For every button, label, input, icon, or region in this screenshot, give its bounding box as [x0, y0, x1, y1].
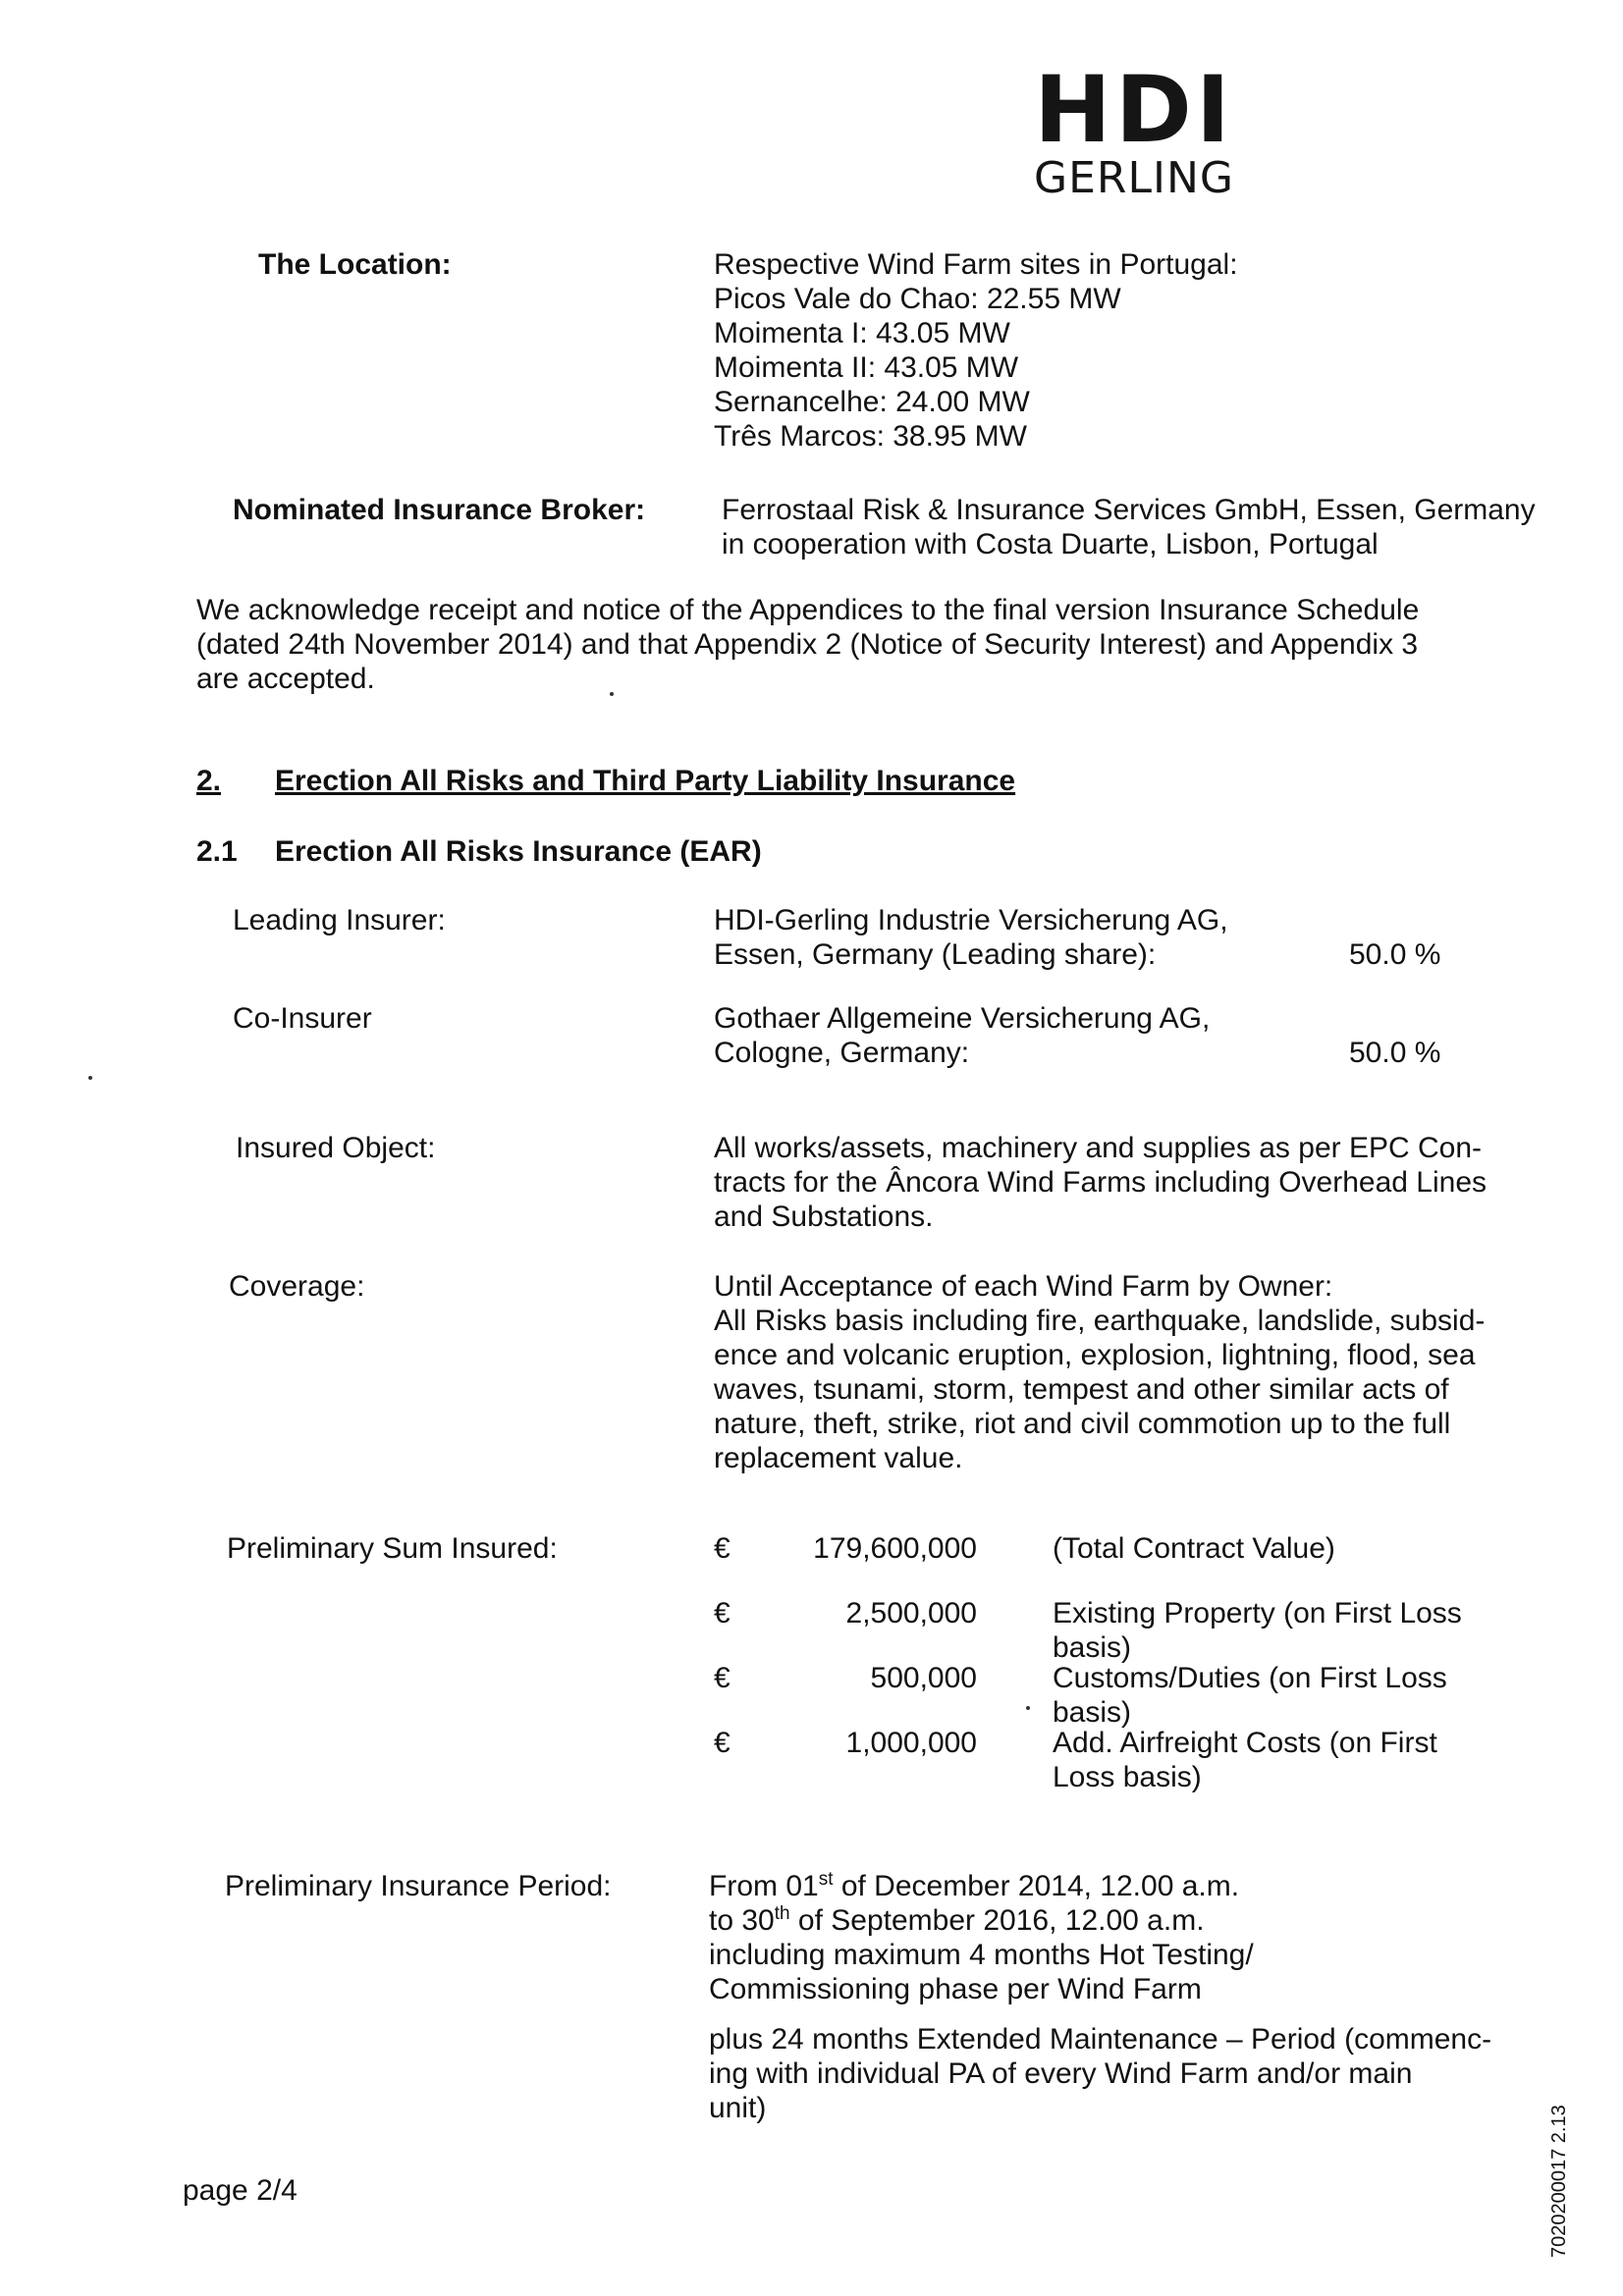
- insurance-period-from: [709, 1869, 1254, 1903]
- insurance-period-label: Preliminary Insurance Period:: [225, 1870, 612, 1902]
- section-2-number: 2.: [196, 765, 222, 797]
- scan-speck: [610, 692, 614, 696]
- co-insurer-line: Gothaer Allgemeine Versicherung AG,: [714, 1002, 1211, 1035]
- extended-maintenance-line: plus 24 months Extended Maintenance – Period (commenc-: [709, 2023, 1492, 2056]
- sum-currency: €: [714, 1597, 730, 1629]
- leading-insurer-details: [714, 903, 1228, 972]
- insurance-period-line: Commissioning phase per Wind Farm: [709, 1973, 1202, 2005]
- section-2-1-title: Erection All Risks Insurance (EAR): [275, 835, 762, 868]
- sum-description: [1053, 1661, 1447, 1730]
- sum-description: [1053, 1531, 1335, 1566]
- location-line: Moimenta I: 43.05 MW: [714, 317, 1010, 349]
- sum-currency: €: [714, 1727, 730, 1759]
- extended-maintenance: [709, 2022, 1491, 2125]
- coverage-line: replacement value.: [714, 1442, 963, 1474]
- sum-description-line: basis): [1053, 1696, 1132, 1729]
- period-from-text: From 01: [709, 1870, 819, 1902]
- broker-line: in cooperation with Costa Duarte, Lisbon, Portugal: [722, 528, 1379, 561]
- logo-hdi-text: HDI: [1034, 57, 1234, 164]
- location-line: Respective Wind Farm sites in Portugal:: [714, 248, 1238, 281]
- insured-object-details: [714, 1131, 1487, 1234]
- coverage-details: [714, 1269, 1485, 1475]
- coverage-line: All Risks basis including fire, earthquake, landslide, subsid-: [714, 1305, 1486, 1337]
- coverage-line: Until Acceptance of each Wind Farm by Owner:: [714, 1270, 1333, 1303]
- coverage-line: ence and volcanic eruption, explosion, lightning, flood, sea: [714, 1339, 1476, 1371]
- insurance-period-to: [709, 1903, 1254, 1938]
- location-line: Três Marcos: 38.95 MW: [714, 420, 1027, 453]
- co-insurer-line: Cologne, Germany:: [714, 1037, 970, 1069]
- side-document-code: 7020200017 2.13: [1548, 2105, 1570, 2258]
- insured-object-line: All works/assets, machinery and supplies as per EPC Con-: [714, 1132, 1482, 1164]
- co-insurer-share: 50.0 %: [1349, 1037, 1441, 1069]
- period-to-sup: th: [774, 1903, 790, 1924]
- period-from-rest: of December 2014, 12.00 a.m.: [833, 1870, 1240, 1902]
- sum-currency: €: [714, 1532, 730, 1565]
- sum-currency: €: [714, 1662, 730, 1694]
- leading-insurer-label: Leading Insurer:: [233, 904, 446, 936]
- location-line: Moimenta II: 43.05 MW: [714, 351, 1019, 384]
- insured-object-label: Insured Object:: [236, 1132, 436, 1164]
- leading-insurer-share: 50.0 %: [1349, 938, 1441, 971]
- extended-maintenance-line: unit): [709, 2092, 767, 2124]
- insured-object-line: tracts for the Âncora Wind Farms including Overhead Lines: [714, 1166, 1488, 1199]
- co-insurer-details: [714, 1001, 1210, 1070]
- sum-amount: 500,000: [870, 1662, 977, 1694]
- location-details: [714, 247, 1238, 454]
- coverage-line: nature, theft, strike, riot and civil commotion up to the full: [714, 1408, 1451, 1440]
- sum-amount: 2,500,000: [845, 1597, 977, 1629]
- acknowledgement-paragraph: [196, 593, 1610, 696]
- coverage-label: Coverage:: [229, 1270, 365, 1303]
- leading-insurer-line: HDI-Gerling Industrie Versicherung AG,: [714, 904, 1228, 936]
- insured-object-line: and Substations.: [714, 1201, 934, 1233]
- paragraph-line: are accepted.: [196, 663, 375, 695]
- scan-speck: [88, 1076, 92, 1080]
- location-line: Picos Vale do Chao: 22.55 MW: [714, 283, 1121, 315]
- sum-description: [1053, 1726, 1437, 1794]
- sum-description-line: Loss basis): [1053, 1761, 1202, 1793]
- leading-insurer-line: Essen, Germany (Leading share):: [714, 938, 1157, 971]
- sum-description-line: Customs/Duties (on First Loss: [1053, 1662, 1447, 1694]
- section-2-title: Erection All Risks and Third Party Liability Insurance: [275, 765, 1016, 797]
- location-label: The Location:: [258, 248, 452, 281]
- coverage-line: waves, tsunami, storm, tempest and other similar acts of: [714, 1373, 1449, 1406]
- scan-speck: [1026, 1706, 1030, 1710]
- paragraph-line: (dated 24th November 2014) and that Appendix 2 (Notice of Security Interest) and Appendix 3: [196, 628, 1419, 661]
- sum-description-line: basis): [1053, 1631, 1132, 1664]
- sum-description-line: (Total Contract Value): [1053, 1532, 1335, 1565]
- sum-description-line: Add. Airfreight Costs (on First: [1053, 1727, 1437, 1759]
- period-to-text: to 30: [709, 1904, 775, 1937]
- sum-amount: 1,000,000: [845, 1727, 977, 1759]
- insurance-period-line: including maximum 4 months Hot Testing/: [709, 1939, 1254, 1971]
- logo-gerling-text: GERLING: [1034, 153, 1234, 203]
- broker-label: Nominated Insurance Broker:: [233, 494, 646, 526]
- page-number: page 2/4: [183, 2174, 298, 2207]
- section-2-1-number: 2.1: [196, 835, 238, 868]
- sum-description: [1053, 1596, 1462, 1665]
- location-line: Sernancelhe: 24.00 MW: [714, 386, 1030, 418]
- period-from-sup: st: [818, 1869, 834, 1890]
- sum-insured-label: Preliminary Sum Insured:: [227, 1532, 558, 1565]
- broker-line: Ferrostaal Risk & Insurance Services GmbH, Essen, Germany: [722, 494, 1536, 526]
- period-to-rest: of September 2016, 12.00 a.m.: [789, 1904, 1205, 1937]
- company-logo: [1031, 57, 1237, 203]
- extended-maintenance-line: ing with individual PA of every Wind Farm and/or main: [709, 2057, 1413, 2090]
- co-insurer-label: Co-Insurer: [233, 1002, 372, 1035]
- sum-amount: 179,600,000: [813, 1532, 977, 1565]
- sum-description-line: Existing Property (on First Loss: [1053, 1597, 1462, 1629]
- broker-details: [722, 493, 1536, 561]
- paragraph-line: We acknowledge receipt and notice of the Appendices to the final version Insurance Schedule: [196, 594, 1420, 626]
- insurance-period-details: [709, 1869, 1254, 2006]
